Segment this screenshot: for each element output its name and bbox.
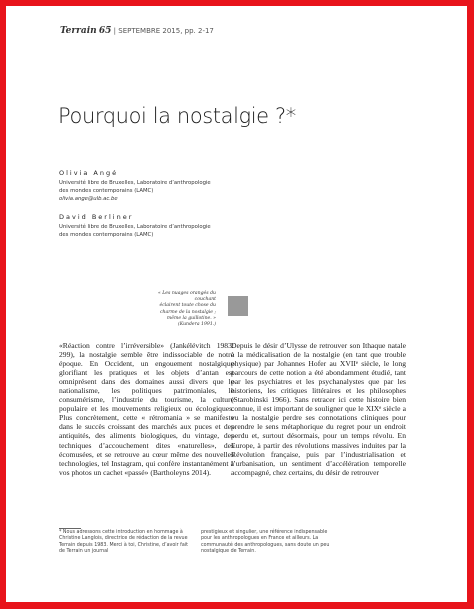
article-page <box>6 6 467 602</box>
body-column-left <box>59 341 234 477</box>
body-paragraph: «Réaction contre l’irréversible» (Jankélévitch 1983: 299), la nostalgie semble être indissociable de notre époque. En Occident, un engouement nostalgique glorifiant les pratiques et les objets d’antan est omniprésent dans des domaines aussi divers que le nationalisme, les politiques patrimoniales, le consumérisme, l’industrie du tourisme, la culture populaire et les mouvements religieux ou écologiques. Plus concrètement, cette « rétromania » se manifeste dans le succès croissant des marchés aux puces et des antiquités, des aliments biologiques, du vintage, des techniques d’accouchement dites «naturelles», des écomusées, et se retrouve au cœur même des nouvelles technologies, tel Instagram, qui confère instantanément à vos photos un cachet «passé» (Bartholeyns 2014). <box>59 341 234 477</box>
journal-issue: 65 <box>98 26 112 36</box>
body-paragraph: Depuis le désir d’Ulysse de retrouver son Ithaque natale à la médicalisation de la nostalgie (en tant que trouble physique) par Johannes Hofer au XVIIᵉ siècle, le long parcours de cette notion a été abondamment étudié, tant par les psychiatres et les psychanalystes que par les historiens, les critiques littéraires et les philosophes (Starobinski 1966). Sans retracer ici cette histoire bien connue, il est important de souligner que le XIXᵉ siècle a vu la nostalgie perdre ses connotations cliniques pour prendre le sens métaphorique du regret pour un endroit perdu et, surtout désormais, pour un temps révolu. En Europe, à partir des révolutions massives induites par la Révolution française, puis par l’industrialisation et l’urbanisation, un sentiment d’accélération temporelle accompagné, chez certains, du désir de retrouver <box>231 341 406 477</box>
author-name: David Berliner <box>59 213 134 221</box>
article-title: Pourquoi la nostalgie ?* <box>58 104 296 128</box>
epigraph-line: « Les nuages orangés du couchant <box>157 291 216 303</box>
journal-meta: | SEPTEMBRE 2015, pp. 2-17 <box>113 27 214 35</box>
author-affiliation: Université libre de Bruxelles, Laboratoire d’anthropologie <box>59 180 211 186</box>
author-name: Olivia Angé <box>59 169 119 177</box>
author-affiliation: Université libre de Bruxelles, Laboratoire d’anthropologie <box>59 224 211 230</box>
journal-header <box>60 26 214 36</box>
author-affiliation: des mondes contemporains (LAMC) <box>59 232 154 238</box>
footnote-left: * Nous adressons cette introduction en hommage à Christine Langlois, directrice de rédaction de la revue Terrain depuis 1983. Merci à toi, Christine, d’avoir fait de Terrain un journal <box>59 530 188 555</box>
journal-brand: Terrain <box>60 26 97 36</box>
author-affiliation: des mondes contemporains (LAMC) <box>59 188 154 194</box>
footnote-divider <box>59 528 81 529</box>
author-block <box>59 213 211 239</box>
author-email[interactable]: olivia.ange@ulb.ac.be <box>59 196 118 202</box>
footnote-right: prestigieux et singulier, une référence indispensable pour les anthropologues en France et ailleurs. La communauté des anthropologues, sans doute un peu nostalgique de Terrain. <box>201 530 330 555</box>
epigraph-marker-square <box>228 296 248 316</box>
epigraph-line: éclairent toute chose du charme de la nostalgie ; <box>159 303 216 315</box>
epigraph-line: même la guillotine. » <box>166 315 216 321</box>
author-block <box>59 169 211 203</box>
body-column-right <box>231 341 406 477</box>
epigraph <box>156 291 216 328</box>
epigraph-source: (Kundera 1991.) <box>177 322 216 328</box>
